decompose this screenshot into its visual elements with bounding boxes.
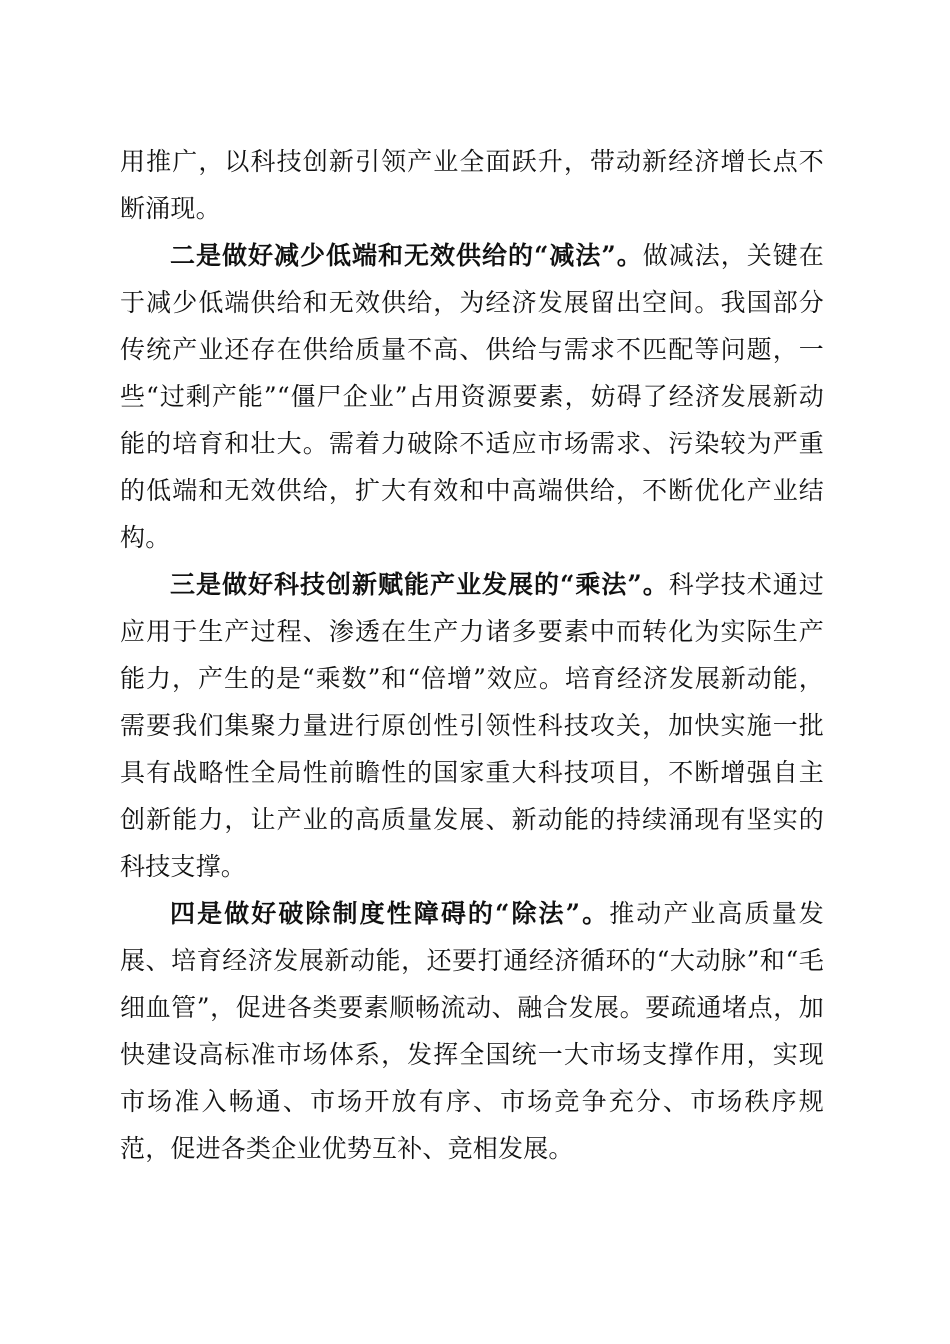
paragraph-4-heading: 四是做好破除制度性障碍的“除法”。 [170, 899, 610, 928]
paragraph-division [120, 890, 824, 1172]
paragraph-continuation [120, 138, 824, 232]
paragraph-3-text: 科学技术通过应用于生产过程、渗透在生产力诸多要素中而转化为实际生产能力，产生的是“乘数”和“倍增”效应。培育经济发展新动能，需要我们集聚力量进行原创性引领性科技攻关，加快实施一批具有战略性全局性前瞻性的国家重大科技项目，不断增强自主创新能力，让产业的高质量发展、新动能的持续涌现有坚实的科技支撑。 [120, 570, 825, 881]
paragraph-1-text: 用推广，以科技创新引领产业全面跃升，带动新经济增长点不断涌现。 [120, 147, 824, 223]
paragraph-2-heading: 二是做好减少低端和无效供给的“减法”。 [170, 241, 643, 270]
paragraph-multiplication [120, 561, 824, 890]
body-text [120, 138, 824, 1172]
paragraph-3-heading: 三是做好科技创新赋能产业发展的“乘法”。 [170, 570, 669, 599]
paragraph-subtraction [120, 232, 824, 561]
paragraph-4-text: 推动产业高质量发展、培育经济发展新动能，还要打通经济循环的“大动脉”和“毛细血管”，促进各类要素顺畅流动、融合发展。要疏通堵点，加快建设高标准市场体系，发挥全国统一大市场支撑作用，实现市场准入畅通、市场开放有序、市场竞争充分、市场秩序规范，促进各类企业优势互补、竞相发展。 [120, 899, 824, 1163]
paragraph-2-text: 做减法，关键在于减少低端供给和无效供给，为经济发展留出空间。我国部分传统产业还存在供给质量不高、供给与需求不匹配等问题，一些“过剩产能”“僵尸企业”占用资源要素，妨碍了经济发展新动能的培育和壮大。需着力破除不适应市场需求、污染较为严重的低端和无效供给，扩大有效和中高端供给，不断优化产业结构。 [120, 241, 825, 552]
